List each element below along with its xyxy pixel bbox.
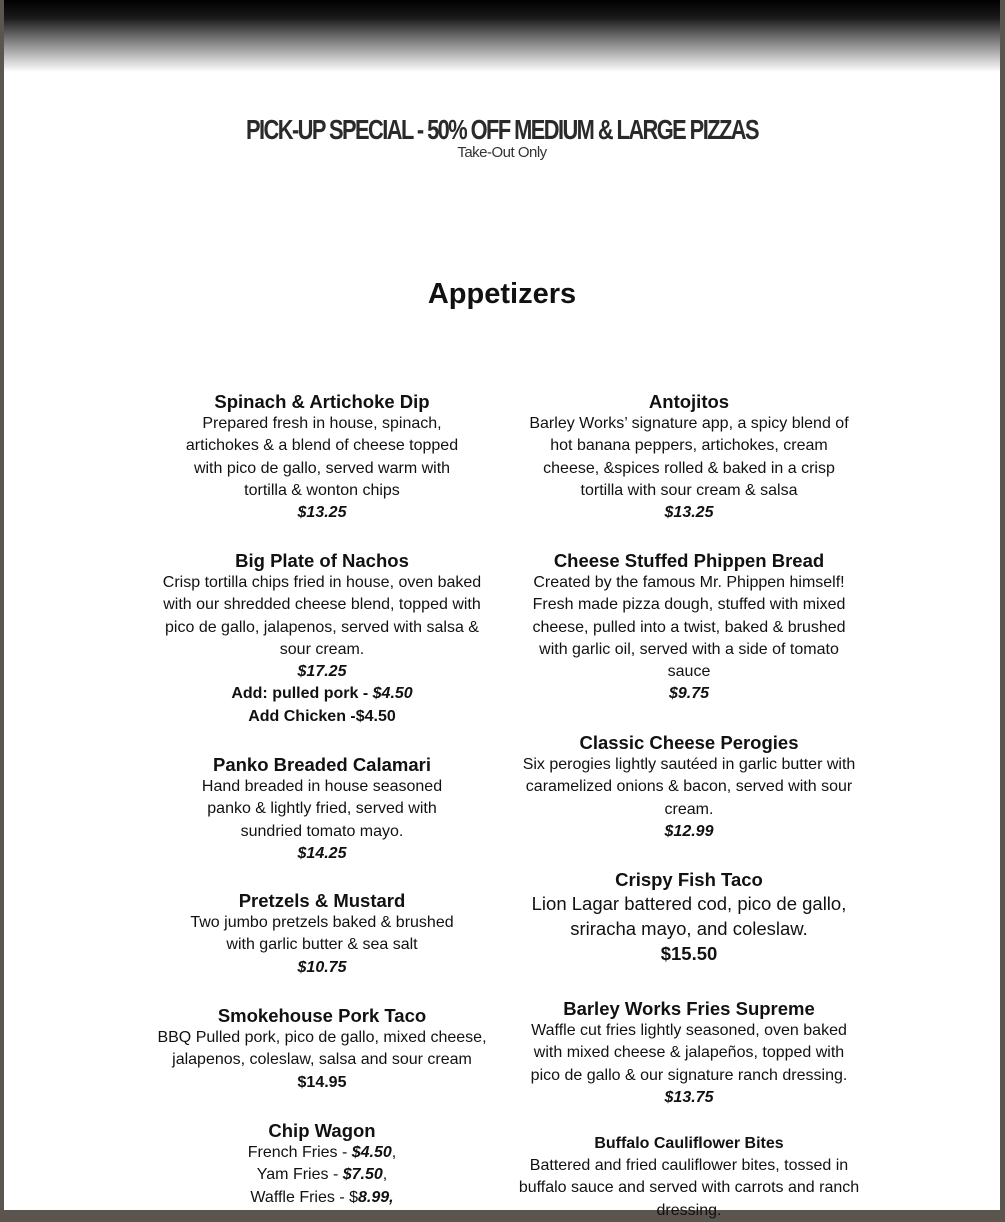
menu-item-spinach-dip bbox=[151, 391, 493, 524]
item-description: Waffle cut fries lightly seasoned, oven baked with mixed cheese & jalapeños, topped with pico de gallo & our signature ranch dressing. bbox=[530, 1022, 848, 1084]
item-name: Crispy Fish Taco bbox=[615, 869, 763, 890]
menu-item-pork-taco bbox=[151, 1005, 493, 1094]
item-description: Hand breaded in house seasoned panko & lightly fried, served with sundried tomato mayo. bbox=[201, 778, 443, 840]
item-price: $13.25 bbox=[664, 504, 714, 522]
item-price: $14.25 bbox=[297, 844, 347, 862]
special-banner-subtitle: Take-Out Only bbox=[457, 144, 547, 161]
item-description: Two jumbo pretzels baked & brushed with garlic butter & sea salt bbox=[190, 914, 454, 954]
item-name: Antojitos bbox=[648, 391, 730, 412]
item-name: Cheese Stuffed Phippen Bread bbox=[553, 550, 825, 571]
item-name: Smokehouse Pork Taco bbox=[217, 1005, 427, 1026]
menu-item-cauliflower-bites bbox=[513, 1133, 865, 1222]
item-description: BBQ Pulled pork, pico de gallo, mixed cheese, jalapenos, coleslaw, salsa and sour cream bbox=[157, 1029, 487, 1069]
item-price: $10.75 bbox=[297, 958, 347, 976]
item-name: Spinach & Artichoke Dip bbox=[214, 391, 430, 412]
item-price: $13.25 bbox=[297, 504, 347, 522]
menu-item-pretzels bbox=[151, 890, 493, 979]
menu-item-fish-taco bbox=[513, 869, 865, 967]
section-title: Appetizers bbox=[427, 278, 577, 310]
item-name: Panko Breaded Calamari bbox=[213, 754, 431, 775]
item-name: Chip Wagon bbox=[268, 1120, 376, 1141]
item-price: $13.75 bbox=[664, 1088, 714, 1106]
menu-item-fries-supreme bbox=[513, 998, 865, 1109]
item-description: Battered and fried cauliflower bites, tossed in buffalo sauce and served with carrots and ranch dressing. bbox=[518, 1157, 860, 1219]
item-name: Big Plate of Nachos bbox=[235, 550, 409, 571]
menu-item-nachos bbox=[151, 550, 493, 728]
item-description: Six perogies lightly sautéed in garlic butter with caramelized onions & bacon, served with sour cream. bbox=[522, 756, 856, 818]
chip-wagon-yam-fries: Yam Fries - $7.50, bbox=[256, 1166, 388, 1184]
item-price: $12.99 bbox=[664, 822, 714, 840]
menu-page bbox=[4, 0, 1000, 1219]
item-name: Barley Works Fries Supreme bbox=[563, 998, 815, 1019]
top-shadow bbox=[4, 0, 1000, 72]
menu-item-phippen-bread bbox=[513, 550, 865, 706]
item-description: Crisp tortilla chips fried in house, oven baked with our shredded cheese blend, topped with pico de gallo, jalapenos, served with salsa & sour cream. bbox=[162, 574, 482, 658]
item-description: Prepared fresh in house, spinach, artichokes & a blend of cheese topped with pico de gallo, served warm with tortilla & wonton chips bbox=[185, 415, 459, 499]
special-banner-title: PICK-UP SPECIAL - 50% OFF MEDIUM & LARGE PIZZAS bbox=[246, 114, 758, 145]
item-addon-chicken: Add Chicken -$4.50 bbox=[248, 707, 396, 725]
item-price: $14.95 bbox=[297, 1073, 347, 1091]
chip-wagon-waffle-fries: Waffle Fries - $8.99, bbox=[250, 1188, 394, 1206]
item-addon-pork: Add: pulled pork - $4.50 bbox=[231, 685, 413, 703]
menu-item-calamari bbox=[151, 754, 493, 865]
item-name: Buffalo Cauliflower Bites bbox=[594, 1135, 784, 1152]
item-description: Lion Lagar battered cod, pico de gallo, sriracha mayo, and coleslaw. bbox=[531, 893, 847, 939]
item-name: Pretzels & Mustard bbox=[238, 890, 406, 911]
menu-item-perogies bbox=[513, 732, 865, 843]
menu-item-antojitos bbox=[513, 391, 865, 524]
menu-item-chip-wagon bbox=[151, 1120, 493, 1209]
item-price: $9.75 bbox=[668, 685, 710, 703]
item-price: $15.50 bbox=[660, 943, 718, 964]
item-name: Classic Cheese Perogies bbox=[579, 732, 799, 753]
item-description: Barley Works’ signature app, a spicy blend of hot banana peppers, artichokes, cream cheese, &spices rolled & baked in a crisp tortilla with sour cream & salsa bbox=[529, 415, 849, 499]
chip-wagon-french-fries: French Fries - $4.50, bbox=[247, 1144, 397, 1161]
item-price: $17.25 bbox=[297, 663, 347, 681]
item-description: Created by the famous Mr. Phippen himself! Fresh made pizza dough, stuffed with mixed cheese, pulled into a twist, baked & brushed with garlic oil, served with a side of tomato sauce bbox=[532, 574, 846, 681]
